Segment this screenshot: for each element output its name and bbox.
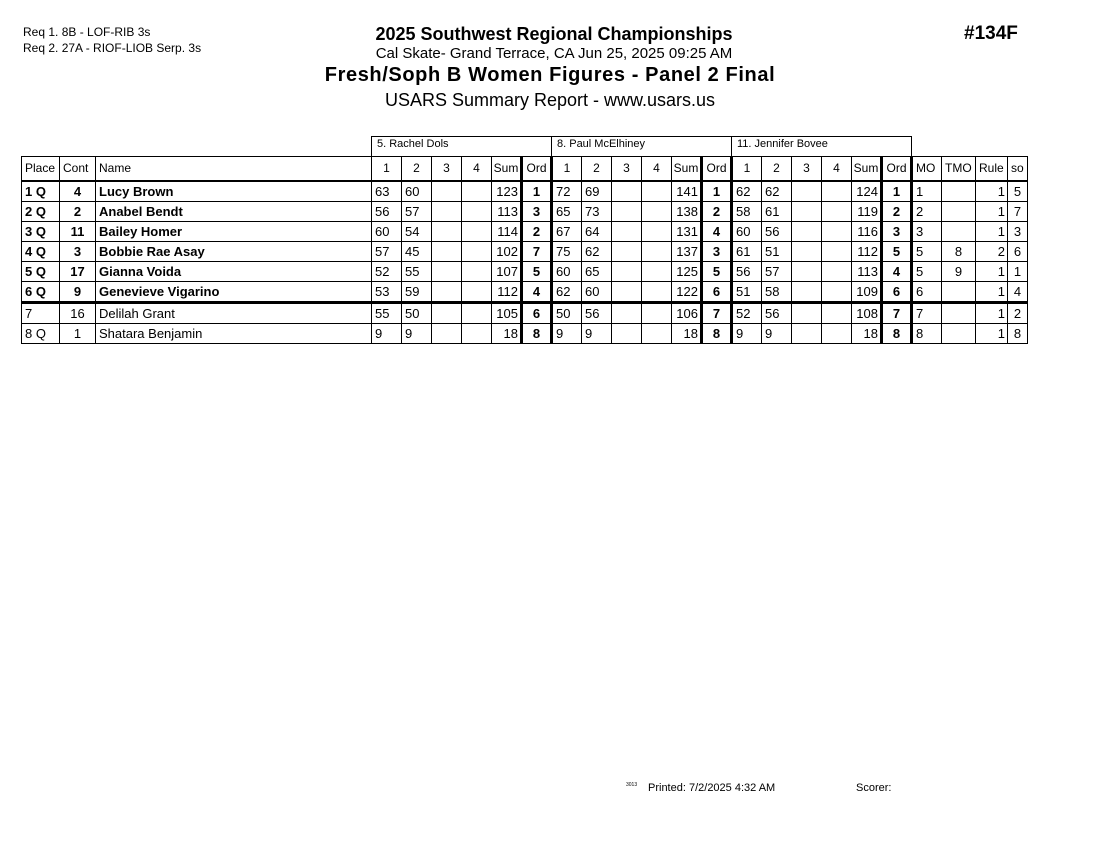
place-cell: 4 Q [22, 242, 60, 262]
judge-2-score3-cell [612, 222, 642, 242]
judge-3-sum-cell: 113 [852, 262, 882, 282]
judge-3-ordinal-cell: 6 [882, 282, 912, 303]
judge-2-score4-cell [642, 222, 672, 242]
so-cell: 3 [1008, 222, 1028, 242]
tmo-cell: 8 [942, 242, 976, 262]
col-j1-score1: 1 [372, 157, 402, 182]
judge-2-ordinal-cell: 7 [702, 303, 732, 324]
judge-1-score3-cell [432, 262, 462, 282]
col-name: Name [96, 157, 372, 182]
table-row [22, 202, 1028, 222]
col-rule: Rule [976, 157, 1008, 182]
judge-3-score4-cell [822, 262, 852, 282]
judge-2-score4-cell [642, 262, 672, 282]
location-date: Cal Skate- Grand Terrace, CA Jun 25, 2025 09:25 AM [375, 45, 733, 62]
judge-1-sum-cell: 112 [492, 282, 522, 303]
judge-3-score2-cell: 56 [762, 222, 792, 242]
judge-3-score4-cell [822, 242, 852, 262]
judge-2-score4-cell [642, 282, 672, 303]
place-cell: 8 Q [22, 324, 60, 344]
contestant-number-cell: 9 [60, 282, 96, 303]
so-cell: 2 [1008, 303, 1028, 324]
so-cell: 4 [1008, 282, 1028, 303]
footer-mark: 3013 [626, 782, 638, 788]
judge-1-score2-cell: 9 [402, 324, 432, 344]
judge-3-score1-cell: 58 [732, 202, 762, 222]
col-j2-ord: Ord [702, 157, 732, 182]
col-j3-score1: 1 [732, 157, 762, 182]
col-j1-score2: 2 [402, 157, 432, 182]
judge-3-score2-cell: 9 [762, 324, 792, 344]
judge-2-ordinal-cell: 3 [702, 242, 732, 262]
judge-1-sum-cell: 113 [492, 202, 522, 222]
judge-1-sum-cell: 105 [492, 303, 522, 324]
judge-2-ordinal-cell: 6 [702, 282, 732, 303]
judge-3-score1-cell: 51 [732, 282, 762, 303]
tmo-cell [942, 202, 976, 222]
judge-2-score3-cell [612, 303, 642, 324]
judge-1-score1-cell: 60 [372, 222, 402, 242]
contestant-number-cell: 3 [60, 242, 96, 262]
rule-cell: 1 [976, 181, 1008, 202]
judge-1-score1-cell: 57 [372, 242, 402, 262]
judge-3-sum-cell: 109 [852, 282, 882, 303]
judge-3-score1-cell: 52 [732, 303, 762, 324]
requirement-2: Req 2. 27A - RIOF-LIOB Serp. 3s [23, 41, 202, 55]
judge-2-score4-cell [642, 303, 672, 324]
judge-2-score1-cell: 9 [552, 324, 582, 344]
scorer-label: Scorer: [856, 782, 892, 794]
table-row [22, 303, 1028, 324]
judge-3-ordinal-cell: 8 [882, 324, 912, 344]
judge-1-score4-cell [462, 303, 492, 324]
judge-2-ordinal-cell: 1 [702, 181, 732, 202]
judge-3-score1-cell: 61 [732, 242, 762, 262]
judge-2-score1-cell: 67 [552, 222, 582, 242]
tmo-cell: 9 [942, 262, 976, 282]
judge-2-score2-cell: 56 [582, 303, 612, 324]
judge-1-score3-cell [432, 181, 462, 202]
judge-1-score4-cell [462, 222, 492, 242]
results-body [22, 181, 1028, 344]
mo-cell: 5 [912, 262, 942, 282]
judge-1-ordinal-cell: 6 [522, 303, 552, 324]
judge-1-score1-cell: 53 [372, 282, 402, 303]
judge-3-sum-cell: 119 [852, 202, 882, 222]
judge-1-score1-cell: 56 [372, 202, 402, 222]
judge-1-sum-cell: 18 [492, 324, 522, 344]
so-cell: 6 [1008, 242, 1028, 262]
judge-header-row [22, 137, 1028, 157]
col-j1-sum: Sum [492, 157, 522, 182]
judge-2-sum-cell: 137 [672, 242, 702, 262]
judge-1-name: 5. Rachel Dols [372, 137, 552, 157]
judge-3-ordinal-cell: 7 [882, 303, 912, 324]
judge-3-score4-cell [822, 303, 852, 324]
so-cell: 8 [1008, 324, 1028, 344]
judge-2-score2-cell: 9 [582, 324, 612, 344]
judge-3-score1-cell: 62 [732, 181, 762, 202]
judge-2-score1-cell: 75 [552, 242, 582, 262]
judge-1-score4-cell [462, 181, 492, 202]
judge-2-sum-cell: 141 [672, 181, 702, 202]
place-cell: 2 Q [22, 202, 60, 222]
judge-1-ordinal-cell: 2 [522, 222, 552, 242]
judge-2-score1-cell: 50 [552, 303, 582, 324]
judge-3-score3-cell [792, 303, 822, 324]
judge-3-sum-cell: 116 [852, 222, 882, 242]
judge-2-score2-cell: 64 [582, 222, 612, 242]
table-row [22, 181, 1028, 202]
so-cell: 7 [1008, 202, 1028, 222]
judge-1-score1-cell: 63 [372, 181, 402, 202]
judge-2-score2-cell: 73 [582, 202, 612, 222]
judge-3-score3-cell [792, 242, 822, 262]
tmo-cell [942, 282, 976, 303]
judge-3-score2-cell: 57 [762, 262, 792, 282]
mo-cell: 7 [912, 303, 942, 324]
judge-1-score4-cell [462, 324, 492, 344]
skater-name-cell: Bobbie Rae Asay [96, 242, 372, 262]
judge-3-score3-cell [792, 181, 822, 202]
judge-3-score4-cell [822, 282, 852, 303]
mo-cell: 1 [912, 181, 942, 202]
table-row [22, 222, 1028, 242]
contestant-number-cell: 11 [60, 222, 96, 242]
col-tmo: TMO [942, 157, 976, 182]
rule-cell: 1 [976, 324, 1008, 344]
mo-cell: 8 [912, 324, 942, 344]
judge-2-sum-cell: 106 [672, 303, 702, 324]
judge-2-score4-cell [642, 324, 672, 344]
judge-3-score4-cell [822, 202, 852, 222]
judge-2-score4-cell [642, 181, 672, 202]
skater-name-cell: Bailey Homer [96, 222, 372, 242]
judge-1-ordinal-cell: 5 [522, 262, 552, 282]
judge-2-score1-cell: 72 [552, 181, 582, 202]
judge-1-score4-cell [462, 262, 492, 282]
judge-1-sum-cell: 123 [492, 181, 522, 202]
judge-1-score2-cell: 57 [402, 202, 432, 222]
judge-1-score3-cell [432, 282, 462, 303]
col-j1-score4: 4 [462, 157, 492, 182]
judge-1-ordinal-cell: 7 [522, 242, 552, 262]
place-cell: 7 [22, 303, 60, 324]
judge-3-score3-cell [792, 324, 822, 344]
col-j3-sum: Sum [852, 157, 882, 182]
judge-3-ordinal-cell: 4 [882, 262, 912, 282]
skater-name-cell: Shatara Benjamin [96, 324, 372, 344]
rule-cell: 1 [976, 262, 1008, 282]
skater-name-cell: Lucy Brown [96, 181, 372, 202]
judge-3-score1-cell: 9 [732, 324, 762, 344]
so-cell: 5 [1008, 181, 1028, 202]
judge-3-ordinal-cell: 3 [882, 222, 912, 242]
judge-2-score3-cell [612, 181, 642, 202]
judge-3-sum-cell: 112 [852, 242, 882, 262]
col-j2-sum: Sum [672, 157, 702, 182]
judge-2-ordinal-cell: 2 [702, 202, 732, 222]
judge-2-score2-cell: 60 [582, 282, 612, 303]
judge-1-score2-cell: 54 [402, 222, 432, 242]
tmo-cell [942, 181, 976, 202]
col-place: Place [22, 157, 60, 182]
judge-3-ordinal-cell: 2 [882, 202, 912, 222]
judge-3-score2-cell: 58 [762, 282, 792, 303]
judge-3-score2-cell: 56 [762, 303, 792, 324]
mo-cell: 3 [912, 222, 942, 242]
judge-3-score2-cell: 61 [762, 202, 792, 222]
col-j3-ord: Ord [882, 157, 912, 182]
tmo-cell [942, 303, 976, 324]
tmo-cell [942, 324, 976, 344]
contestant-number-cell: 2 [60, 202, 96, 222]
requirement-1: Req 1. 8B - LOF-RIB 3s [23, 25, 151, 39]
col-cont: Cont [60, 157, 96, 182]
judge-3-ordinal-cell: 1 [882, 181, 912, 202]
place-cell: 3 Q [22, 222, 60, 242]
judge-3-score2-cell: 51 [762, 242, 792, 262]
judge-3-score4-cell [822, 181, 852, 202]
judge-2-ordinal-cell: 5 [702, 262, 732, 282]
col-mo: MO [912, 157, 942, 182]
judge-1-score4-cell [462, 202, 492, 222]
judge-2-score1-cell: 60 [552, 262, 582, 282]
judge-2-score2-cell: 69 [582, 181, 612, 202]
contestant-number-cell: 1 [60, 324, 96, 344]
judge-1-score3-cell [432, 202, 462, 222]
judge-2-score3-cell [612, 324, 642, 344]
rule-cell: 1 [976, 222, 1008, 242]
col-j2-score1: 1 [552, 157, 582, 182]
judge-3-sum-cell: 18 [852, 324, 882, 344]
judge-1-score1-cell: 55 [372, 303, 402, 324]
judge-2-score4-cell [642, 202, 672, 222]
judge-1-score2-cell: 50 [402, 303, 432, 324]
report-title: USARS Summary Report - www.usars.us [384, 90, 716, 110]
column-header-row [22, 157, 1028, 182]
judge-3-score4-cell [822, 222, 852, 242]
judge-1-score1-cell: 9 [372, 324, 402, 344]
judge-1-score4-cell [462, 282, 492, 303]
col-j3-score3: 3 [792, 157, 822, 182]
judge-2-ordinal-cell: 8 [702, 324, 732, 344]
col-j3-score2: 2 [762, 157, 792, 182]
table-row [22, 242, 1028, 262]
judge-2-sum-cell: 125 [672, 262, 702, 282]
rule-cell: 2 [976, 242, 1008, 262]
judge-1-score3-cell [432, 222, 462, 242]
judge-1-ordinal-cell: 8 [522, 324, 552, 344]
contestant-number-cell: 16 [60, 303, 96, 324]
judge-3-score3-cell [792, 262, 822, 282]
rule-cell: 1 [976, 303, 1008, 324]
judge-2-name: 8. Paul McElhiney [552, 137, 732, 157]
judge-2-sum-cell: 138 [672, 202, 702, 222]
judge-3-score3-cell [792, 282, 822, 303]
judge-1-sum-cell: 102 [492, 242, 522, 262]
judge-3-score2-cell: 62 [762, 181, 792, 202]
so-cell: 1 [1008, 262, 1028, 282]
judge-1-score2-cell: 60 [402, 181, 432, 202]
table-row [22, 324, 1028, 344]
col-j2-score2: 2 [582, 157, 612, 182]
contestant-number-cell: 17 [60, 262, 96, 282]
col-j1-ord: Ord [522, 157, 552, 182]
skater-name-cell: Genevieve Vigarino [96, 282, 372, 303]
judge-2-ordinal-cell: 4 [702, 222, 732, 242]
judge-2-score2-cell: 62 [582, 242, 612, 262]
judge-3-ordinal-cell: 5 [882, 242, 912, 262]
col-j2-score3: 3 [612, 157, 642, 182]
col-so: so [1008, 157, 1028, 182]
judge-1-score2-cell: 45 [402, 242, 432, 262]
judge-1-score2-cell: 55 [402, 262, 432, 282]
judge-1-score3-cell [432, 324, 462, 344]
skater-name-cell: Anabel Bendt [96, 202, 372, 222]
contestant-number-cell: 4 [60, 181, 96, 202]
event-title: Fresh/Soph B Women Figures - Panel 2 Final [324, 64, 776, 86]
results-table [21, 136, 1028, 344]
judge-1-ordinal-cell: 3 [522, 202, 552, 222]
place-cell: 1 Q [22, 181, 60, 202]
mo-cell: 6 [912, 282, 942, 303]
mo-cell: 2 [912, 202, 942, 222]
judge-3-sum-cell: 108 [852, 303, 882, 324]
col-j2-score4: 4 [642, 157, 672, 182]
judge-3-score1-cell: 56 [732, 262, 762, 282]
competition-title: 2025 Southwest Regional Championships [375, 24, 733, 44]
tmo-cell [942, 222, 976, 242]
judge-3-score1-cell: 60 [732, 222, 762, 242]
judge-2-score3-cell [612, 242, 642, 262]
judge-2-score4-cell [642, 242, 672, 262]
judge-1-sum-cell: 107 [492, 262, 522, 282]
judge-2-score3-cell [612, 262, 642, 282]
col-j3-score4: 4 [822, 157, 852, 182]
judge-1-ordinal-cell: 4 [522, 282, 552, 303]
table-row [22, 262, 1028, 282]
judge-2-sum-cell: 131 [672, 222, 702, 242]
judge-3-score3-cell [792, 202, 822, 222]
judge-2-score3-cell [612, 202, 642, 222]
judge-2-score1-cell: 62 [552, 282, 582, 303]
judge-3-sum-cell: 124 [852, 181, 882, 202]
printed-timestamp: Printed: 7/2/2025 4:32 AM [648, 782, 776, 794]
judge-2-sum-cell: 18 [672, 324, 702, 344]
judge-1-score3-cell [432, 242, 462, 262]
judge-2-sum-cell: 122 [672, 282, 702, 303]
judge-1-ordinal-cell: 1 [522, 181, 552, 202]
judge-3-name: 11. Jennifer Bovee [732, 137, 912, 157]
rule-cell: 1 [976, 202, 1008, 222]
mo-cell: 5 [912, 242, 942, 262]
place-cell: 5 Q [22, 262, 60, 282]
table-row [22, 282, 1028, 303]
judge-2-score2-cell: 65 [582, 262, 612, 282]
judge-1-score1-cell: 52 [372, 262, 402, 282]
judge-1-score4-cell [462, 242, 492, 262]
judge-1-score2-cell: 59 [402, 282, 432, 303]
col-j1-score3: 3 [432, 157, 462, 182]
judge-3-score4-cell [822, 324, 852, 344]
judge-2-score1-cell: 65 [552, 202, 582, 222]
judge-1-sum-cell: 114 [492, 222, 522, 242]
judge-3-score3-cell [792, 222, 822, 242]
judge-1-score3-cell [432, 303, 462, 324]
place-cell: 6 Q [22, 282, 60, 303]
skater-name-cell: Delilah Grant [96, 303, 372, 324]
judge-2-score3-cell [612, 282, 642, 303]
skater-name-cell: Gianna Voida [96, 262, 372, 282]
event-number: #134F [964, 23, 1018, 44]
rule-cell: 1 [976, 282, 1008, 303]
